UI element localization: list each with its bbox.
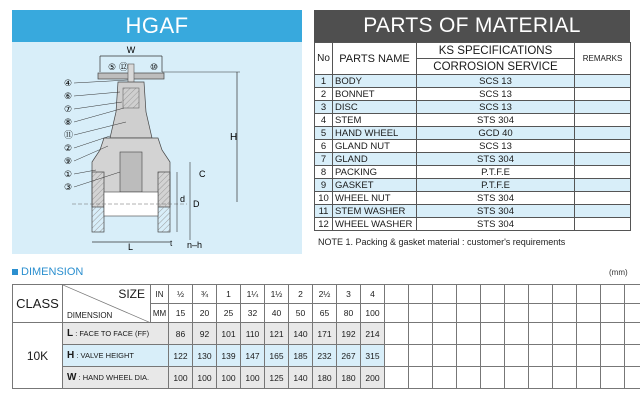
part-spec: P.T.F.E xyxy=(417,179,575,192)
dimension-row xyxy=(13,367,640,389)
dimension-value: 100 xyxy=(217,367,241,389)
callout-2: ② xyxy=(64,144,73,154)
parts-row xyxy=(315,101,631,114)
size-mm-cell: 80 xyxy=(337,304,361,323)
parts-row xyxy=(315,153,631,166)
size-in-cell: ¾ xyxy=(193,285,217,304)
empty-cell xyxy=(553,304,577,323)
dimension-value: 139 xyxy=(217,345,241,367)
empty-cell xyxy=(481,367,505,389)
callout-8: ⑧ xyxy=(64,118,73,128)
parts-header-remarks: REMARKS xyxy=(575,43,631,75)
dimension-value: 100 xyxy=(241,367,265,389)
dimension-row-label xyxy=(63,345,169,367)
dimension-value: 110 xyxy=(241,323,265,345)
dimension-value: 232 xyxy=(313,345,337,367)
part-no: 4 xyxy=(315,114,333,127)
dimension-desc: : HAND WHEEL DIA. xyxy=(78,373,150,382)
empty-cell xyxy=(577,304,601,323)
part-spec: STS 304 xyxy=(417,114,575,127)
size-label: SIZE xyxy=(118,287,145,301)
part-name: WHEEL WASHER xyxy=(333,218,417,231)
bullet-square-icon xyxy=(12,269,18,275)
size-mm-cell: 25 xyxy=(217,304,241,323)
empty-cell xyxy=(529,285,553,304)
dimension-value: 200 xyxy=(361,367,385,389)
parts-row xyxy=(315,192,631,205)
empty-cell xyxy=(433,367,457,389)
dimension-value: 185 xyxy=(289,345,313,367)
size-in-cell: ½ xyxy=(169,285,193,304)
part-remarks xyxy=(575,205,631,218)
empty-cell xyxy=(625,323,640,345)
dim-nh-label: n–h xyxy=(187,240,203,250)
empty-cell xyxy=(481,304,505,323)
part-spec: SCS 13 xyxy=(417,88,575,101)
unit-mm: MM xyxy=(151,304,169,323)
part-no: 5 xyxy=(315,127,333,140)
empty-cell xyxy=(577,367,601,389)
empty-cell xyxy=(409,285,433,304)
empty-cell xyxy=(481,345,505,367)
size-in-cell: 1¼ xyxy=(241,285,265,304)
callout-6: ⑥ xyxy=(64,92,73,102)
empty-cell xyxy=(505,285,529,304)
dimension-value: 100 xyxy=(193,367,217,389)
dimension-value: 122 xyxy=(169,345,193,367)
dimension-value: 92 xyxy=(193,323,217,345)
callout-1: ① xyxy=(64,170,73,180)
dim-d-label: D xyxy=(193,199,200,209)
part-no: 3 xyxy=(315,101,333,114)
callout-4: ④ xyxy=(64,79,73,89)
part-name: PACKING xyxy=(333,166,417,179)
part-spec: STS 304 xyxy=(417,153,575,166)
part-name: BODY xyxy=(333,75,417,88)
part-no: 2 xyxy=(315,88,333,101)
dimension-row xyxy=(13,323,640,345)
empty-cell xyxy=(601,345,625,367)
empty-cell xyxy=(433,345,457,367)
empty-cell xyxy=(457,304,481,323)
empty-cell xyxy=(385,367,409,389)
empty-cell xyxy=(553,323,577,345)
part-remarks xyxy=(575,101,631,114)
empty-cell xyxy=(553,367,577,389)
empty-cell xyxy=(385,285,409,304)
empty-cell xyxy=(625,367,640,389)
valve-drawing xyxy=(12,42,302,254)
dimension-value: 165 xyxy=(265,345,289,367)
callout-7: ⑦ xyxy=(64,105,73,115)
dimension-title: DIMENSION xyxy=(21,266,84,278)
part-spec: STS 304 xyxy=(417,205,575,218)
size-dimension-header xyxy=(63,285,151,323)
empty-cell xyxy=(625,345,640,367)
dim-d-small-label: d xyxy=(180,194,186,204)
parts-row xyxy=(315,127,631,140)
empty-cell xyxy=(409,304,433,323)
part-spec: SCS 13 xyxy=(417,75,575,88)
dimension-value: 180 xyxy=(313,367,337,389)
parts-header-service: CORROSION SERVICE xyxy=(417,59,575,75)
size-mm-cell: 20 xyxy=(193,304,217,323)
part-name: GLAND xyxy=(333,153,417,166)
size-in-cell: 1½ xyxy=(265,285,289,304)
part-no: 11 xyxy=(315,205,333,218)
dimension-value: 125 xyxy=(265,367,289,389)
dimension-label: DIMENSION xyxy=(67,311,113,320)
callout-12: ⑫ xyxy=(119,63,129,73)
callout-3: ③ xyxy=(64,183,73,193)
size-in-cell: 2½ xyxy=(313,285,337,304)
empty-cell xyxy=(601,323,625,345)
size-in-cell: 4 xyxy=(361,285,385,304)
class-value: 10K xyxy=(13,323,63,389)
callout-9: ⑨ xyxy=(64,157,73,167)
empty-cell xyxy=(577,285,601,304)
dimension-table xyxy=(12,284,640,389)
dimension-value: 100 xyxy=(169,367,193,389)
part-name: WHEEL NUT xyxy=(333,192,417,205)
dimension-value: 147 xyxy=(241,345,265,367)
size-in-cell: 2 xyxy=(289,285,313,304)
dimension-heading xyxy=(12,266,83,278)
dim-c-label: C xyxy=(199,169,206,179)
empty-cell xyxy=(601,285,625,304)
parts-header-no: No xyxy=(315,43,333,75)
dimension-row-label xyxy=(63,367,169,389)
empty-cell xyxy=(529,304,553,323)
empty-cell xyxy=(553,285,577,304)
part-name: GASKET xyxy=(333,179,417,192)
empty-cell xyxy=(481,285,505,304)
dimension-desc: : FACE TO FACE (FF) xyxy=(75,329,150,338)
part-remarks xyxy=(575,153,631,166)
unit-in: IN xyxy=(151,285,169,304)
part-spec: P.T.F.E xyxy=(417,166,575,179)
dimension-unit: (mm) xyxy=(609,268,628,277)
parts-row xyxy=(315,218,631,231)
part-name: GLAND NUT xyxy=(333,140,417,153)
parts-header-spec: KS SPECIFICATIONS xyxy=(417,43,575,59)
dimension-value: 180 xyxy=(337,367,361,389)
part-name: STEM WASHER xyxy=(333,205,417,218)
empty-cell xyxy=(385,345,409,367)
empty-cell xyxy=(625,304,640,323)
dimension-desc: : VALVE HEIGHT xyxy=(76,351,134,360)
dimension-row-label xyxy=(63,323,169,345)
part-remarks xyxy=(575,127,631,140)
gate-valve-diagram xyxy=(12,42,302,254)
part-spec: STS 304 xyxy=(417,192,575,205)
size-mm-cell: 65 xyxy=(313,304,337,323)
empty-cell xyxy=(433,323,457,345)
part-remarks xyxy=(575,88,631,101)
dimension-value: 130 xyxy=(193,345,217,367)
empty-cell xyxy=(409,345,433,367)
size-mm-cell: 100 xyxy=(361,304,385,323)
empty-cell xyxy=(505,304,529,323)
part-no: 9 xyxy=(315,179,333,192)
parts-header-name: PARTS NAME xyxy=(333,43,417,75)
parts-row xyxy=(315,114,631,127)
parts-row xyxy=(315,205,631,218)
dimension-value: 86 xyxy=(169,323,193,345)
empty-cell xyxy=(409,367,433,389)
dimension-value: 140 xyxy=(289,323,313,345)
dimension-key: W xyxy=(67,372,77,383)
empty-cell xyxy=(505,323,529,345)
empty-cell xyxy=(577,345,601,367)
parts-table xyxy=(314,42,631,231)
part-remarks xyxy=(575,166,631,179)
callout-11: ⑪ xyxy=(64,131,74,141)
empty-cell xyxy=(457,367,481,389)
empty-cell xyxy=(385,304,409,323)
dimension-key: L xyxy=(67,328,74,339)
size-mm-cell: 50 xyxy=(289,304,313,323)
dimension-value: 171 xyxy=(313,323,337,345)
empty-cell xyxy=(601,304,625,323)
dimension-value: 315 xyxy=(361,345,385,367)
dimension-value: 192 xyxy=(337,323,361,345)
callout-5: ⑤ xyxy=(108,63,117,73)
drawing-title: HGAF xyxy=(12,10,302,42)
empty-cell xyxy=(457,323,481,345)
empty-cell xyxy=(385,323,409,345)
part-remarks xyxy=(575,75,631,88)
parts-row xyxy=(315,75,631,88)
empty-cell xyxy=(505,367,529,389)
part-spec: SCS 13 xyxy=(417,140,575,153)
part-no: 7 xyxy=(315,153,333,166)
dim-h-label: H xyxy=(230,132,238,143)
part-remarks xyxy=(575,192,631,205)
size-mm-cell: 32 xyxy=(241,304,265,323)
part-spec: STS 304 xyxy=(417,218,575,231)
part-no: 10 xyxy=(315,192,333,205)
part-no: 12 xyxy=(315,218,333,231)
parts-note: NOTE 1. Packing & gasket material : customer's requirements xyxy=(318,237,566,247)
size-in-cell: 3 xyxy=(337,285,361,304)
dimension-row xyxy=(13,345,640,367)
dim-w-label: W xyxy=(126,45,136,55)
parts-row xyxy=(315,179,631,192)
empty-cell xyxy=(481,323,505,345)
callout-10: ⑩ xyxy=(150,63,159,73)
part-remarks xyxy=(575,140,631,153)
empty-cell xyxy=(625,285,640,304)
part-spec: SCS 13 xyxy=(417,101,575,114)
dimension-value: 214 xyxy=(361,323,385,345)
dim-t-label: t xyxy=(170,239,173,248)
dimension-value: 101 xyxy=(217,323,241,345)
parts-row xyxy=(315,88,631,101)
empty-cell xyxy=(529,345,553,367)
empty-cell xyxy=(601,367,625,389)
dimension-value: 121 xyxy=(265,323,289,345)
part-name: BONNET xyxy=(333,88,417,101)
empty-cell xyxy=(457,345,481,367)
part-remarks xyxy=(575,218,631,231)
parts-row xyxy=(315,166,631,179)
empty-cell xyxy=(553,345,577,367)
empty-cell xyxy=(505,345,529,367)
parts-row xyxy=(315,140,631,153)
dimension-value: 140 xyxy=(289,367,313,389)
dim-l-label: L xyxy=(128,242,134,252)
part-name: HAND WHEEL xyxy=(333,127,417,140)
part-name: STEM xyxy=(333,114,417,127)
size-mm-cell: 40 xyxy=(265,304,289,323)
size-in-cell: 1 xyxy=(217,285,241,304)
part-no: 6 xyxy=(315,140,333,153)
empty-cell xyxy=(433,304,457,323)
empty-cell xyxy=(529,367,553,389)
part-spec: GCD 40 xyxy=(417,127,575,140)
part-no: 8 xyxy=(315,166,333,179)
class-header: CLASS xyxy=(13,285,63,323)
parts-title: PARTS OF MATERIAL xyxy=(314,10,630,42)
part-remarks xyxy=(575,179,631,192)
part-remarks xyxy=(575,114,631,127)
dimension-key: H xyxy=(67,350,75,361)
empty-cell xyxy=(409,323,433,345)
empty-cell xyxy=(433,285,457,304)
empty-cell xyxy=(529,323,553,345)
dimension-value: 267 xyxy=(337,345,361,367)
part-no: 1 xyxy=(315,75,333,88)
empty-cell xyxy=(457,285,481,304)
empty-cell xyxy=(577,323,601,345)
part-name: DISC xyxy=(333,101,417,114)
size-mm-cell: 15 xyxy=(169,304,193,323)
